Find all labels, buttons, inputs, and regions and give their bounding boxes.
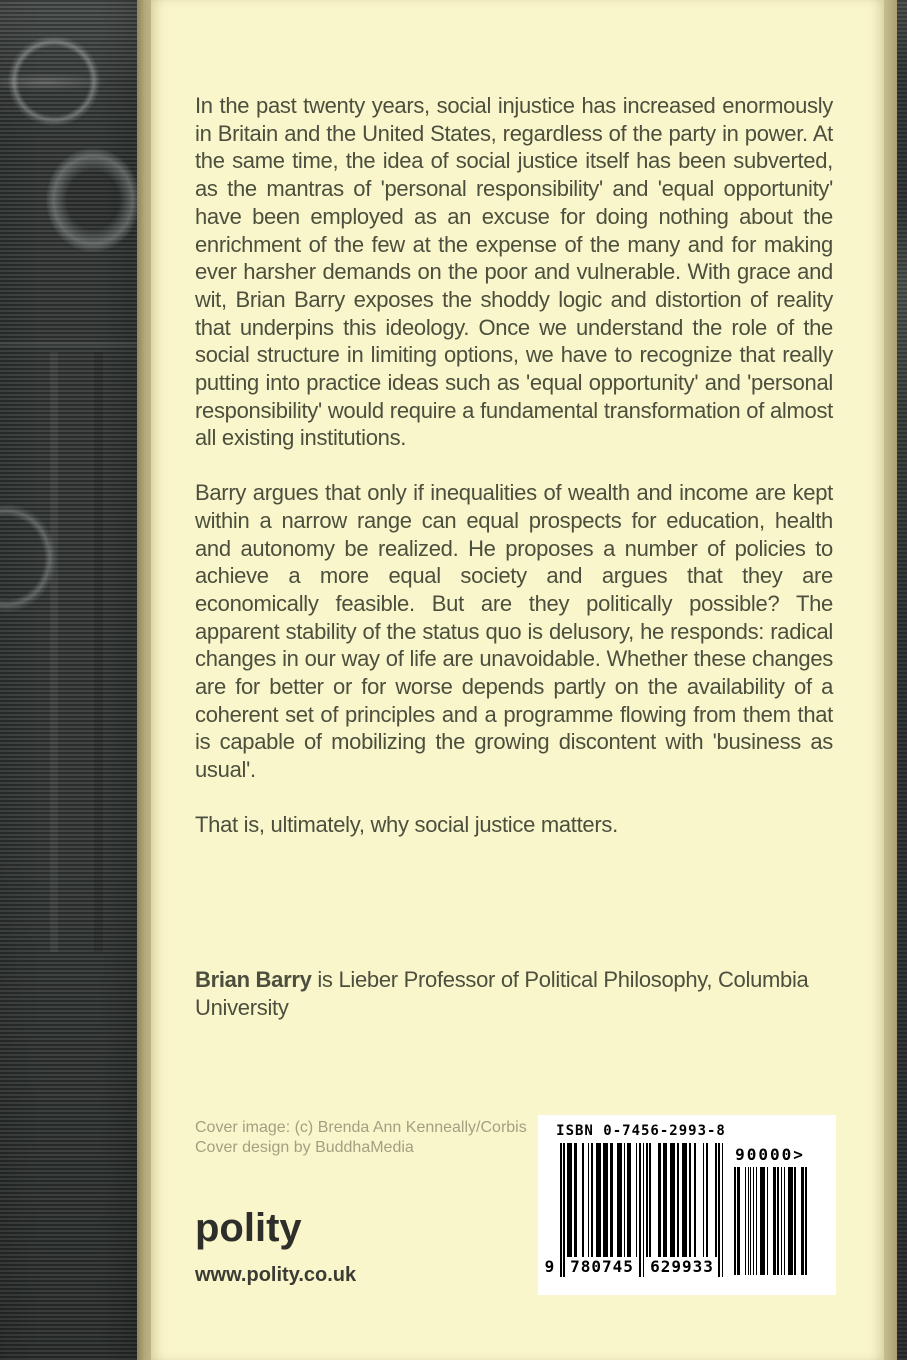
left-spine-band xyxy=(137,0,151,1360)
book-blurb xyxy=(195,92,833,866)
bubbles-photo-strip xyxy=(0,0,137,1360)
cover-credits xyxy=(195,1118,527,1157)
bubble-photo-element xyxy=(8,36,100,126)
blurb-paragraph-1: In the past twenty years, social injustice has increased enormously in Britain and the United States, regardless of the party in power. At the same time, the idea of social justice itself has been subverted, as the mantras of 'personal responsibility' and 'equal opportunity' have been employed as an excuse for doing nothing about the enrichment of the few at the expense of the many and for making ever harsher demands on the poor and vulnerable. With grace and wit, Brian Barry exposes the shoddy logic and distortion of reality that underpins this ideology. Once we understand the role of the social structure in limiting options, we have to recognize that really putting into practice ideas such as 'equal opportunity' and 'personal responsibility' would require a fundamental transformation of almost all existing institutions. xyxy=(195,93,833,451)
photo-texture xyxy=(0,352,137,952)
author-bio-text: is Lieber Professor of Political Philosophy, Columbia University xyxy=(195,967,809,1020)
barcode-digits-right: 629933 xyxy=(646,1257,718,1277)
right-edge-strip xyxy=(897,0,907,1360)
polity-logo: polity xyxy=(195,1206,302,1250)
barcode-digits-left: 780745 xyxy=(566,1257,638,1277)
barcode-digit-first: 9 xyxy=(544,1257,556,1276)
ean5-supplement-barcode xyxy=(734,1167,807,1275)
back-cover-page xyxy=(151,0,884,1360)
blurb-paragraph-3: That is, ultimately, why social justice matters. xyxy=(195,811,618,837)
isbn-label: ISBN 0-7456-2993-8 xyxy=(556,1123,726,1139)
author-name: Brian Barry xyxy=(195,967,312,992)
cover-image-credit: Cover image: (c) Brenda Ann Kenneally/Corbis xyxy=(195,1119,527,1136)
blurb-paragraph-2: Barry argues that only if inequalities of wealth and income are kept within a narrow range can equal prospects for education, health and autonomy be realized. He proposes a number of policies to achieve a more equal society and argues that they are economically feasible. But are they politically possible? The apparent stability of the status quo is delusory, he responds: radical changes in our way of life are unavoidable. Whether these changes are for better or for worse depends partly on the availability of a coherent set of principles and a programme flowing from them that is capable of mobilizing the growing discontent with 'business as usual'. xyxy=(195,480,833,783)
barcode-panel xyxy=(538,1115,836,1295)
author-bio xyxy=(195,966,833,1022)
right-spine-band xyxy=(884,0,897,1360)
cover-design-credit: Cover design by BuddhaMedia xyxy=(195,1138,414,1156)
barcode-supplement-value: 90000> xyxy=(735,1145,805,1164)
bubble-photo-element xyxy=(46,148,140,252)
publisher-website-url: www.polity.co.uk xyxy=(195,1264,357,1286)
ean13-barcode xyxy=(544,1143,723,1277)
